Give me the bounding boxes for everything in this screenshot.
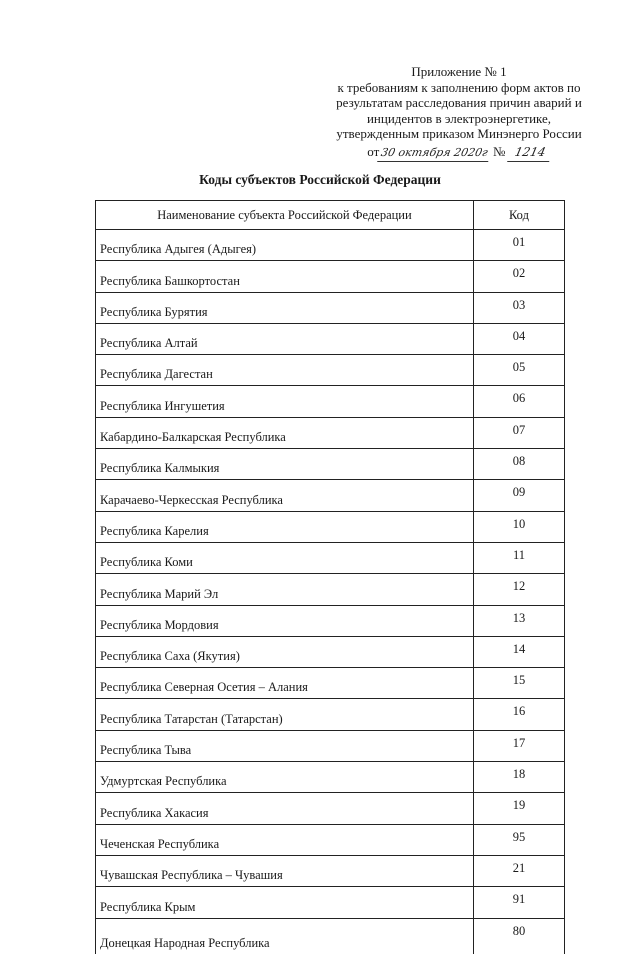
subject-name-cell: Чеченская Республика (96, 824, 474, 855)
table-row (96, 605, 565, 636)
subject-code-cell: 18 (473, 762, 564, 793)
table-row (96, 292, 565, 323)
table-row (96, 887, 565, 918)
subject-name-cell: Республика Хакасия (96, 793, 474, 824)
subject-code-cell: 10 (473, 511, 564, 542)
subject-code-cell: 09 (473, 480, 564, 511)
header-name: Наименование субъекта Российской Федерации (96, 201, 474, 230)
handwritten-date: 30 октября 2020г (378, 145, 492, 162)
subject-name-cell: Республика Тыва (96, 730, 474, 761)
subject-code-cell: 15 (473, 668, 564, 699)
table-row (96, 793, 565, 824)
table-row (96, 323, 565, 354)
table-row (96, 762, 565, 793)
subject-name-cell: Республика Северная Осетия – Алания (96, 668, 474, 699)
subject-code-cell: 04 (473, 323, 564, 354)
table-row (96, 261, 565, 292)
subject-name-cell: Республика Ингушетия (96, 386, 474, 417)
subject-code-cell: 12 (473, 574, 564, 605)
table-row (96, 918, 565, 954)
appendix-header (320, 64, 598, 162)
subject-code-cell: 11 (473, 542, 564, 573)
date-prefix: от (367, 143, 380, 159)
table-header-row (96, 201, 565, 230)
subject-code-cell: 13 (473, 605, 564, 636)
table-row (96, 542, 565, 573)
subject-code-cell: 16 (473, 699, 564, 730)
subject-name-cell: Республика Дагестан (96, 355, 474, 386)
subject-code-cell: 03 (473, 292, 564, 323)
order-date-number (320, 144, 598, 162)
subject-name-cell: Удмуртская Республика (96, 762, 474, 793)
subject-name-cell: Республика Мордовия (96, 605, 474, 636)
table-row (96, 574, 565, 605)
subject-code-cell: 19 (473, 793, 564, 824)
subject-code-cell: 17 (473, 730, 564, 761)
subject-code-cell: 95 (473, 824, 564, 855)
number-label: № (493, 143, 506, 159)
appendix-number: Приложение № 1 (411, 64, 507, 79)
table-row (96, 480, 565, 511)
table-row (96, 449, 565, 480)
header-code: Код (473, 201, 564, 230)
table-row (96, 699, 565, 730)
table-row (96, 230, 565, 261)
subject-name-cell: Республика Башкортостан (96, 261, 474, 292)
subject-code-cell: 08 (473, 449, 564, 480)
subject-code-cell: 06 (473, 386, 564, 417)
appendix-text-line: к требованиям к заполнению форм актов по (337, 79, 581, 95)
subject-name-cell: Чувашская Республика – Чувашия (96, 855, 474, 886)
table-row (96, 855, 565, 886)
subject-code-cell: 80 (473, 918, 564, 954)
appendix-text-line: утвержденным приказом Минэнерго России (336, 126, 582, 141)
appendix-text-line: инцидентов в электроэнергетике, (366, 110, 552, 126)
table-row (96, 417, 565, 448)
table-row (96, 636, 565, 667)
subject-name-cell: Республика Марий Эл (96, 574, 474, 605)
subject-code-cell: 91 (473, 887, 564, 918)
subject-code-cell: 14 (473, 636, 564, 667)
table-row (96, 668, 565, 699)
page-title: Коды субъектов Российской Федерации (199, 172, 441, 187)
handwritten-order-number: 1214 (507, 145, 553, 162)
table-row (96, 386, 565, 417)
subject-name-cell: Республика Коми (96, 542, 474, 573)
subject-code-cell: 05 (473, 355, 564, 386)
table-row (96, 730, 565, 761)
subject-name-cell: Кабардино-Балкарская Республика (96, 417, 474, 448)
table-row (96, 511, 565, 542)
subject-name-cell: Республика Татарстан (Татарстан) (96, 699, 474, 730)
subject-name-cell: Республика Карелия (96, 511, 474, 542)
subject-code-cell: 21 (473, 855, 564, 886)
subject-name-cell: Республика Бурятия (96, 292, 474, 323)
table-row (96, 824, 565, 855)
subject-name-cell: Республика Саха (Якутия) (96, 636, 474, 667)
subject-code-cell: 02 (473, 261, 564, 292)
subject-name-cell: Республика Адыгея (Адыгея) (96, 230, 474, 261)
subject-name-cell: Республика Калмыкия (96, 449, 474, 480)
subject-name-cell: Донецкая Народная Республика (96, 918, 474, 954)
table-row (96, 355, 565, 386)
subject-name-cell: Карачаево-Черкесская Республика (96, 480, 474, 511)
subject-name-cell: Республика Крым (96, 887, 474, 918)
appendix-text-line: результатам расследования причин аварий и (336, 95, 582, 110)
subject-code-cell: 01 (473, 230, 564, 261)
subject-name-cell: Республика Алтай (96, 323, 474, 354)
subject-code-cell: 07 (473, 417, 564, 448)
subjects-codes-table (95, 200, 565, 954)
